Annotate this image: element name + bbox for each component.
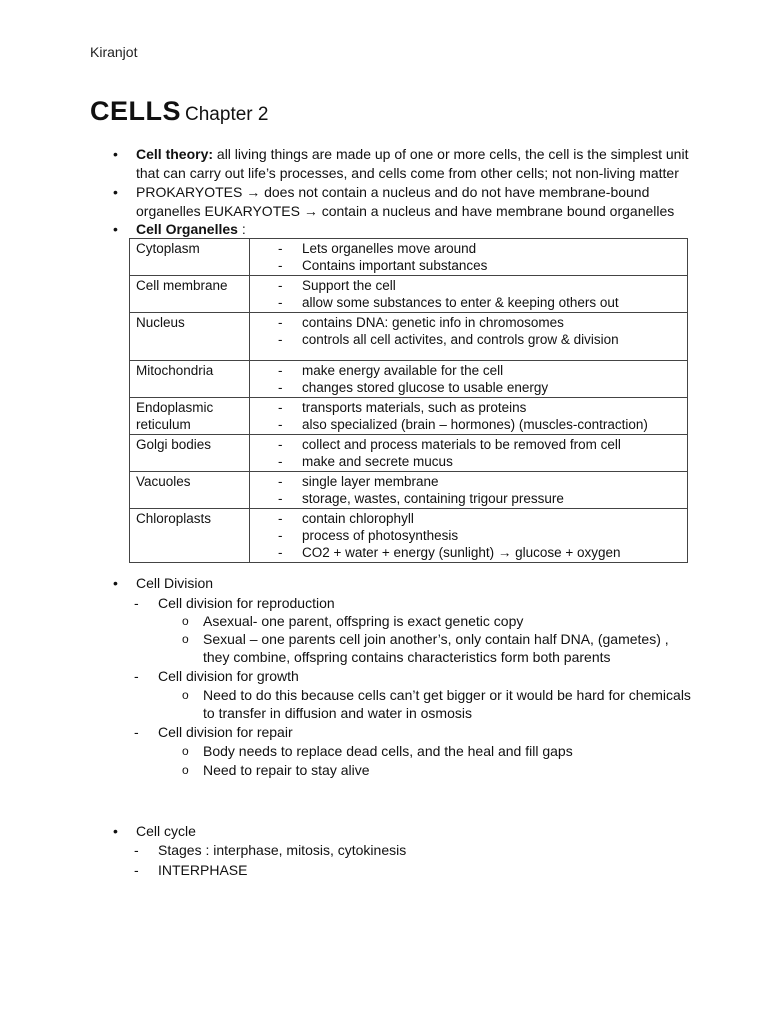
prokaryotes-text-2: organelles EUKARYOTES → contain a nucleus and have membrane bound organelles: [136, 203, 675, 219]
bullet-cell-theory: [113, 145, 689, 183]
organelle-name: Mitochondria: [130, 361, 250, 398]
point-line: - single layer membrane: [256, 473, 681, 490]
cell-theory-text-1: all living things are made up of one or more cells, the cell is the simplest unit: [213, 146, 689, 162]
organelles-table: [129, 238, 688, 563]
point-line: - contain chlorophyll: [256, 510, 681, 527]
organelles-label: Cell Organelles: [136, 221, 238, 237]
bullet-icon: •: [113, 575, 118, 591]
title-sub: Chapter 2: [185, 104, 269, 125]
point-line: - collect and process materials to be removed from cell: [256, 436, 681, 453]
organelle-points: [250, 361, 688, 398]
bullet-cell-organelles: [113, 220, 246, 239]
point-line: - also specialized (brain – hormones) (muscles-contraction): [256, 416, 681, 433]
organelle-name: Golgi bodies: [130, 435, 250, 472]
table-row: [130, 361, 688, 398]
bullet-icon: •: [113, 184, 118, 200]
circle-bullet-icon: o: [182, 632, 189, 646]
table-row: [130, 239, 688, 276]
growth-item: [182, 686, 691, 722]
page-title: [90, 96, 268, 127]
dash-icon: -: [134, 862, 139, 878]
division-growth-text: Cell division for growth: [158, 668, 299, 684]
circle-bullet-icon: o: [182, 744, 189, 758]
division-reproduction: [134, 595, 335, 611]
dash-icon: -: [134, 842, 139, 858]
point-line: - make and secrete mucus: [256, 453, 681, 470]
organelle-name: Vacuoles: [130, 472, 250, 509]
bullet-icon: •: [113, 221, 118, 237]
division-reproduction-text: Cell division for reproduction: [158, 595, 335, 611]
point-line: - process of photosynthesis: [256, 527, 681, 544]
sexual-text-2: they combine, offspring contains characteristics form both parents: [203, 649, 611, 665]
point-line: - contains DNA: genetic info in chromosomes: [256, 314, 681, 331]
point-line: - Contains important substances: [256, 257, 681, 274]
organelle-points: [250, 239, 688, 276]
bullet-cell-cycle: [113, 822, 196, 841]
bullet-cell-division: [113, 574, 214, 593]
point-line: - changes stored glucose to usable energy: [256, 379, 681, 396]
organelle-points: [250, 509, 688, 563]
point-line: - CO2 + water + energy (sunlight) → glucose + oxygen: [256, 544, 681, 561]
organelle-points: [250, 313, 688, 361]
bullet-prokaryotes: [113, 183, 675, 221]
dash-icon: -: [134, 595, 139, 611]
point-line: - storage, wastes, containing trigour pressure: [256, 490, 681, 507]
cell-theory-text-2: that can carry out life’s processes, and cells come from other cells; not non-living matter: [136, 165, 679, 181]
cycle-stages: [134, 842, 407, 858]
repair-text-2: Need to repair to stay alive: [203, 762, 370, 778]
point-line: - Support the cell: [256, 277, 681, 294]
division-growth: [134, 668, 299, 684]
organelle-name: Endoplasmic reticulum: [130, 398, 250, 435]
organelle-name: Cytoplasm: [130, 239, 250, 276]
prokaryotes-text-1: PROKARYOTES → does not contain a nucleus and do not have membrane-bound: [136, 184, 650, 200]
repair-item-2: [182, 761, 370, 779]
circle-bullet-icon: o: [182, 688, 189, 702]
organelle-points: [250, 472, 688, 509]
division-repair: [134, 724, 293, 740]
point-line: - make energy available for the cell: [256, 362, 681, 379]
asexual-text: Asexual- one parent, offspring is exact genetic copy: [203, 613, 524, 629]
organelle-name: Chloroplasts: [130, 509, 250, 563]
table-row: [130, 398, 688, 435]
growth-text-1: Need to do this because cells can’t get bigger or it would be hard for chemicals: [203, 687, 691, 703]
dash-icon: -: [134, 724, 139, 740]
cell-cycle-heading: Cell cycle: [136, 823, 196, 839]
point-line: - Lets organelles move around: [256, 240, 681, 257]
table-row: [130, 276, 688, 313]
organelle-points: [250, 435, 688, 472]
cycle-interphase-text: INTERPHASE: [158, 862, 248, 878]
table-row: [130, 509, 688, 563]
organelle-name: Nucleus: [130, 313, 250, 361]
bullet-icon: •: [113, 146, 118, 162]
organelle-name: Cell membrane: [130, 276, 250, 313]
table-row: [130, 435, 688, 472]
cell-theory-label: Cell theory:: [136, 146, 214, 162]
growth-text-2: to transfer in diffusion and water in osmosis: [203, 705, 472, 721]
sexual-item: [182, 630, 669, 666]
title-main: CELLS: [90, 96, 182, 126]
sexual-text-1: Sexual – one parents cell join another’s, only contain half DNA, (gametes) ,: [203, 631, 669, 647]
point-line: - allow some substances to enter & keeping others out: [256, 294, 681, 311]
table-row: [130, 472, 688, 509]
cell-division-heading: Cell Division: [136, 575, 214, 591]
circle-bullet-icon: o: [182, 614, 189, 628]
author-name: Kiranjot: [90, 44, 138, 60]
table-row: [130, 313, 688, 361]
division-repair-text: Cell division for repair: [158, 724, 293, 740]
repair-item-1: [182, 742, 573, 760]
organelle-points: [250, 276, 688, 313]
organelles-colon: :: [237, 221, 246, 237]
cycle-stages-text: Stages : interphase, mitosis, cytokinesis: [158, 842, 407, 858]
cycle-interphase: [134, 862, 248, 878]
asexual-item: [182, 612, 524, 630]
dash-icon: -: [134, 668, 139, 684]
bullet-icon: •: [113, 823, 118, 839]
point-line: - transports materials, such as proteins: [256, 399, 681, 416]
circle-bullet-icon: o: [182, 763, 189, 777]
organelle-points: [250, 398, 688, 435]
repair-text-1: Body needs to replace dead cells, and the heal and fill gaps: [203, 743, 573, 759]
point-line: - controls all cell activites, and controls grow & division: [256, 331, 681, 348]
